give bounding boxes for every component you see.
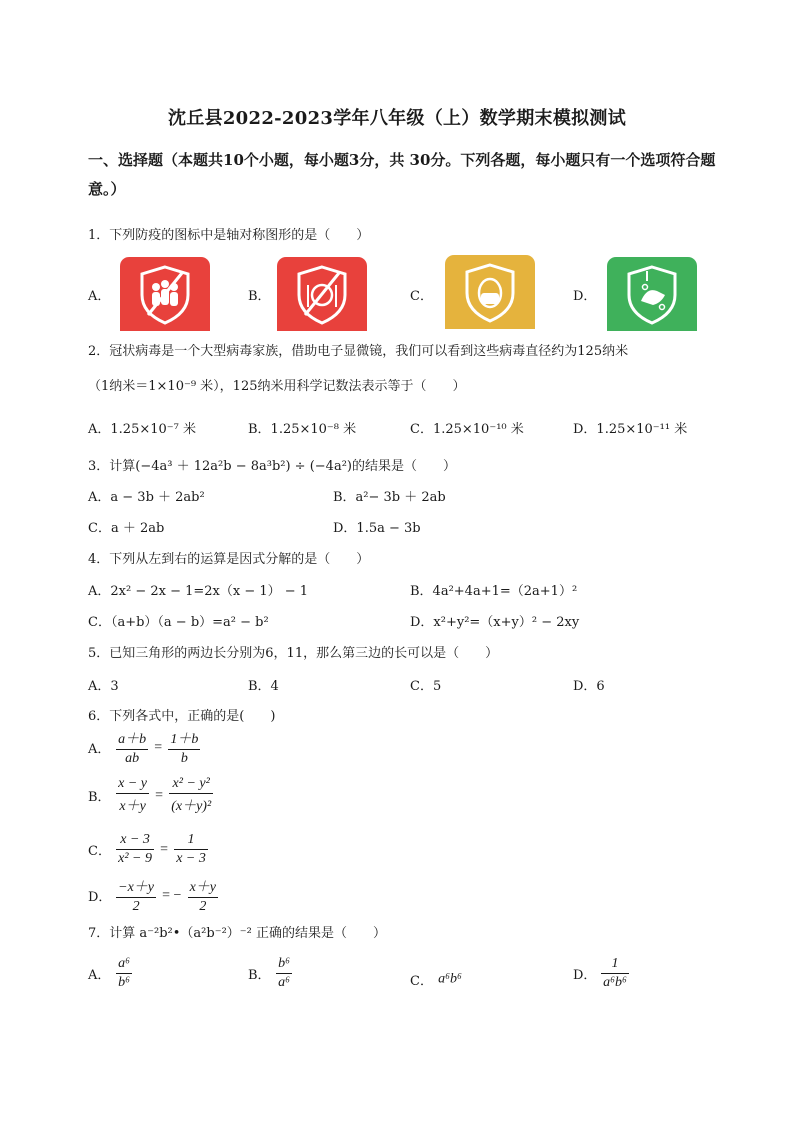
q6-option-b [88, 776, 213, 815]
denominator: a⁶b⁶ [603, 975, 627, 990]
q1-option-d-label: D． [573, 289, 597, 304]
q2-option-b: B．1.25×10⁻⁸ 米 [248, 422, 357, 437]
fraction [116, 728, 148, 767]
numerator: a⁶ [116, 956, 132, 974]
q1-option-a-label: A． [88, 289, 111, 304]
numerator: 1 [601, 956, 629, 974]
fraction [188, 876, 218, 915]
denominator: ab [125, 751, 140, 766]
denominator: x＋y [119, 799, 146, 814]
q7-option-b-label: B． [248, 968, 271, 983]
q6-option-b-label: B． [88, 790, 111, 805]
q5-option-d: D．6 [573, 679, 605, 694]
q6-option-a-label: A． [88, 742, 111, 757]
equals-sign: = [160, 841, 169, 857]
q4-option-b: B．4a²+4a+1=（2a+1）² [410, 584, 578, 599]
q1-option-c-label: C． [410, 289, 433, 304]
q7-option-d [573, 956, 629, 991]
q1-option-b-label: B． [248, 289, 271, 304]
q6-option-c [88, 832, 208, 867]
fraction [116, 956, 132, 991]
q2-option-a: A．1.25×10⁻⁷ 米 [88, 422, 196, 437]
q6-option-a [88, 728, 200, 767]
q7-option-a [88, 956, 132, 991]
equals-sign: = [155, 787, 164, 803]
question-6-stem: 6．下列各式中，正确的是( ) [88, 709, 276, 724]
denominator: b⁶ [118, 975, 131, 990]
q6-option-d [88, 876, 218, 915]
question-3-stem: 3．计算(−4a³ ＋ 12a²b − 8a³b²) ÷ (−4a²)的结果是（ ） [88, 459, 456, 474]
fraction [601, 956, 629, 991]
q7-option-d-label: D． [573, 968, 597, 983]
denominator: x² − 9 [118, 851, 152, 866]
question-2-stem-line1: 2．冠状病毒是一个大型病毒家族，借助电子显微镜，我们可以看到这些病毒直径约为125纳米 [88, 344, 629, 359]
numerator: b⁶ [276, 956, 292, 974]
numerator: x＋y [188, 876, 218, 898]
q3-option-d: D．1.5a − 3b [333, 521, 421, 536]
question-2-stem-line2: （1纳米＝1×10⁻⁹ 米），125纳米用科学记数法表示等于（ ） [88, 379, 466, 394]
fraction [116, 776, 149, 815]
q3-option-b: B．a²− 3b ＋ 2ab [333, 490, 446, 505]
q3-option-a: A．a − 3b ＋ 2ab² [88, 490, 205, 505]
no-dining-icon [277, 257, 367, 331]
fraction [169, 776, 213, 815]
numerator: 1 [174, 832, 208, 850]
q3-option-c: C．a ＋ 2ab [88, 521, 165, 536]
fraction [174, 832, 208, 867]
denominator: 2 [132, 899, 140, 914]
q7-option-c [410, 970, 462, 989]
q2-option-d: D．1.25×10⁻¹¹ 米 [573, 422, 688, 437]
section-heading: 一、选择题（本题共10个小题，每小题3分，共 30分。下列各题，每小题只有一个选项符合题意。） [88, 151, 716, 198]
q7-option-c-label: C． [410, 974, 433, 989]
q7-option-b [248, 956, 292, 991]
q4-option-a: A．2x² − 2x − 1=2x（x − 1） − 1 [88, 584, 309, 599]
q7-option-c-value: a⁶b⁶ [438, 971, 462, 987]
numerator: a＋b [116, 728, 148, 750]
equals-sign: = − [162, 887, 182, 903]
numerator: x − 3 [116, 832, 154, 850]
denominator: x − 3 [176, 851, 206, 866]
numerator: −x＋y [116, 876, 156, 898]
exam-title: 沈丘县2022-2023学年八年级（上）数学期末模拟测试 [167, 108, 627, 129]
q7-option-a-label: A． [88, 968, 111, 983]
no-gathering-icon [120, 257, 210, 331]
denominator: b [180, 751, 188, 766]
fraction [168, 728, 200, 767]
wash-hands-icon [607, 257, 697, 331]
equals-sign: = [154, 739, 163, 755]
denominator: 2 [199, 899, 207, 914]
numerator: 1＋b [168, 728, 200, 750]
q6-option-c-label: C． [88, 844, 111, 859]
fraction [276, 956, 292, 991]
question-4-stem: 4．下列从左到右的运算是因式分解的是（ ） [88, 552, 370, 567]
question-7-stem: 7．计算 a⁻²b²•（a²b⁻²）⁻² 正确的结果是（ ） [88, 926, 386, 941]
q5-option-b: B．4 [248, 679, 279, 694]
question-1-stem: 1．下列防疫的图标中是轴对称图形的是（ ） [88, 228, 370, 243]
q4-option-d: D．x²+y²=（x+y）² − 2xy [410, 615, 580, 630]
q5-option-c: C．5 [410, 679, 442, 694]
q4-option-c: C．（a+b）（a − b）=a² − b² [88, 615, 269, 630]
q5-option-a: A．3 [88, 679, 119, 694]
q2-option-c: C．1.25×10⁻¹⁰ 米 [410, 422, 524, 437]
denominator: (x＋y)² [171, 799, 212, 814]
q6-option-d-label: D． [88, 890, 112, 905]
fraction [116, 876, 156, 915]
fraction [116, 832, 154, 867]
numerator: x² − y² [169, 776, 213, 794]
wear-mask-icon [445, 255, 535, 329]
question-5-stem: 5．已知三角形的两边长分别为6，11，那么第三边的长可以是（ ） [88, 646, 499, 661]
denominator: a⁶ [278, 975, 291, 990]
numerator: x − y [116, 776, 149, 794]
